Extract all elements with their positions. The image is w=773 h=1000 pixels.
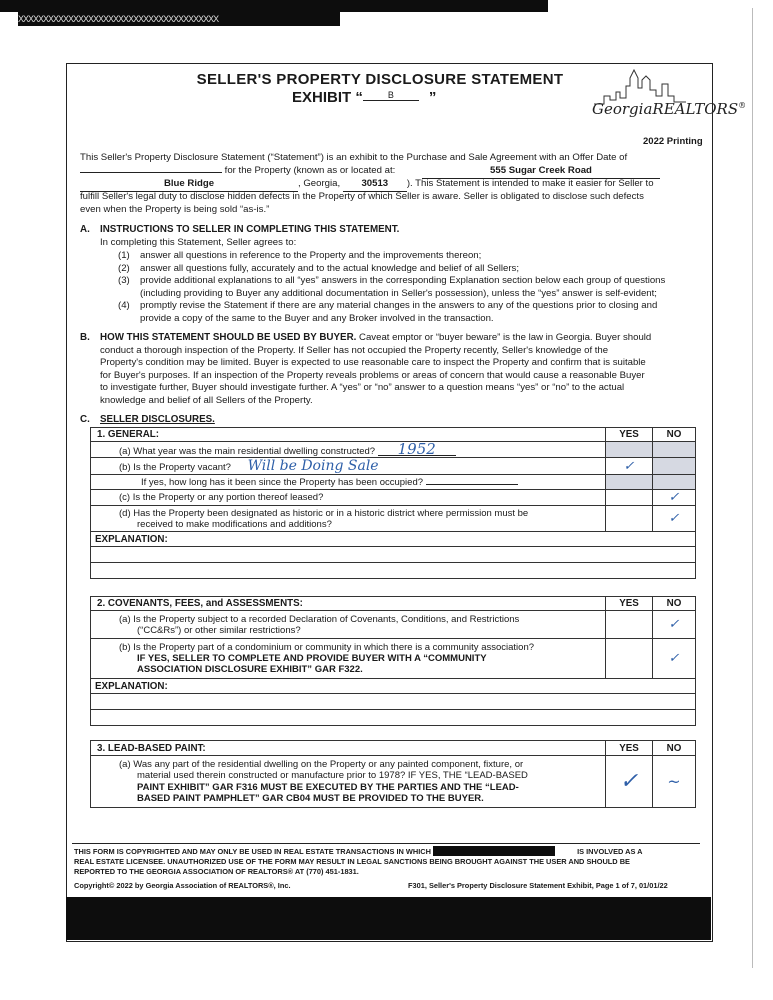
section-c-letter: C. — [80, 414, 90, 425]
general-explanation-line[interactable] — [91, 563, 696, 579]
georgia-realtors-logo — [590, 66, 747, 136]
exhibit-suffix: ” — [428, 89, 437, 106]
year-built-answer[interactable]: 1952 — [378, 443, 456, 456]
question-historic: (d) Has the Property been designated as historic or in a historic district where permission must be received to make modifications and additions? — [91, 506, 606, 532]
intro-line-3-rest: ). This Statement is intended to make it easier for Seller to — [406, 178, 654, 189]
covenants-explanation-line[interactable] — [91, 694, 696, 710]
section-b-body: HOW THIS STATEMENT SHOULD BE USED BY BUYER. Caveat emptor or “buyer beware” is the law in Georgia. Buyer should conduct a thorough inspection of the Property. If Seller has not occupied the Property recently, Seller's knowledge of the Property's condition may be limited. Buyer is expected to use reasonable care to inspect the Property and confirm that is suitable for Buyer's purposes. If an inspection of the Property reveals problems or areas of concern that would cause a reasonable Buyer to investigate further, Buyer should investigate further. A “yes” or “no” answer to a question means “yes” or “no” to the actual knowledge and belief of all Sellers of the Property. — [100, 332, 652, 406]
question-year-built: (a) What year was the main residential dwelling constructed? 1952 — [91, 442, 606, 458]
lead-no-header: NO — [653, 741, 696, 756]
section-a-title: INSTRUCTIONS TO SELLER IN COMPLETING THIS STATEMENT. — [100, 224, 400, 235]
question-lead-paint: (a) Was any part of the residential dwelling on the Property or any painted component, fixture, or material used therein constructed or manufacture prior to 1978? IF YES, THE “LEAD-BASED PAINT EXHIBIT” GAR F316 MUST BE EXECUTED BY THE PARTIES AND THE “LEAD- BASED PAINT PAMPHLET” GAR CB04 MUST BE PROVIDED TO THE BUYER. — [91, 756, 606, 808]
footer-copyright: Copyright© 2022 by Georgia Association of REALTORS®, Inc. — [74, 881, 291, 890]
general-no-header: NO — [653, 428, 696, 442]
general-explanation-line[interactable] — [91, 547, 696, 563]
exhibit-letter: B — [363, 90, 419, 101]
leased-yes-checkbox[interactable] — [606, 490, 653, 506]
bottom-redaction-block — [66, 897, 711, 940]
year-no-cell — [653, 442, 696, 458]
intro-line-2-text: for the Property (known as or located at: — [224, 165, 396, 176]
covenants-yes-header: YES — [606, 597, 653, 611]
list-item: (2) answer all questions fully, accurately and to the actual knowledge and belief of all Sellers; — [118, 262, 519, 274]
historic-no-checkbox[interactable]: ✓ — [653, 506, 696, 532]
intro-line-2 — [80, 165, 700, 179]
question-community-association: (b) Is the Property part of a condominium or community in which there is a community association? IF YES, SELLER TO COMPLETE AND PROVIDE BUYER WITH A “COMMUNITY ASSOCIATION DISCLOSURE EXHIBIT” GAR F322. — [91, 639, 606, 679]
footer-line-3: REPORTED TO THE GEORGIA ASSOCIATION OF REALTORS® AT (770) 451-1831. — [74, 867, 359, 876]
offer-date-field[interactable] — [80, 172, 222, 173]
covenants-explanation-label: EXPLANATION: — [91, 679, 696, 694]
ccrs-no-checkbox[interactable]: ✓ — [653, 611, 696, 639]
vacant-note: Will be Doing Sale — [247, 458, 379, 474]
property-address-field[interactable]: 555 Sugar Creek Road — [422, 165, 660, 179]
section-a-lead: In completing this Statement, Seller agrees to: — [100, 237, 297, 248]
general-table — [90, 427, 696, 579]
intro-line-4: fulfill Seller's legal duty to disclose hidden defects in the Property of which Seller is aware. Seller is obligated to disclose such defects — [80, 191, 644, 202]
historic-yes-checkbox[interactable] — [606, 506, 653, 532]
occupied-yes-cell — [606, 475, 653, 490]
list-item: (1) answer all questions in reference to the Property and the improvements thereon; — [118, 250, 482, 261]
lead-no-checkbox[interactable]: ~ — [653, 756, 696, 808]
exhibit-line — [292, 89, 436, 106]
ccrs-yes-checkbox[interactable] — [606, 611, 653, 639]
footer-divider — [72, 843, 700, 844]
general-heading: 1. GENERAL: — [91, 428, 606, 442]
list-item: (3) provide additional explanations to all “yes” answers in the corresponding Explanation section below each group of questions — [118, 275, 666, 287]
section-b-letter: B. — [80, 332, 90, 343]
community-yes-checkbox[interactable] — [606, 639, 653, 679]
covenants-explanation-line[interactable] — [91, 710, 696, 726]
page-title: SELLER'S PROPERTY DISCLOSURE STATEMENT — [196, 71, 564, 88]
question-leased: (c) Is the Property or any portion thereof leased? — [91, 490, 606, 506]
top-redaction-strip: XXXXXXXXXXXXXXXXXXXXXXXXXXXXXXXXXXXXXXXX — [18, 12, 340, 26]
city-field[interactable]: Blue Ridge — [80, 178, 298, 192]
lead-paint-table — [90, 740, 696, 808]
leased-no-checkbox[interactable]: ✓ — [653, 490, 696, 506]
exhibit-prefix: EXHIBIT “ — [292, 89, 363, 106]
printing-label: 2022 Printing — [643, 136, 703, 147]
general-yes-header: YES — [606, 428, 653, 442]
vacant-no-cell — [653, 458, 696, 475]
community-no-checkbox[interactable]: ✓ — [653, 639, 696, 679]
lead-heading: 3. LEAD-BASED PAINT: — [91, 741, 606, 756]
lead-yes-header: YES — [606, 741, 653, 756]
section-a-items — [118, 250, 708, 326]
intro-line-5: even when the Property is being sold “as-is.” — [80, 204, 270, 215]
occupied-no-cell — [653, 475, 696, 490]
covenants-table — [90, 596, 696, 726]
covenants-no-header: NO — [653, 597, 696, 611]
footer-line-1: THIS FORM IS COPYRIGHTED AND MAY ONLY BE USED IN REAL ESTATE TRANSACTIONS IN WHICH IS INVOLVED AS A — [74, 847, 643, 856]
zip-field[interactable]: 30513 — [343, 178, 407, 192]
footer-line-2: REAL ESTATE LICENSEE. UNAUTHORIZED USE OF THE FORM MAY RESULT IN LEGAL SANCTIONS BEING BROUGHT AGAINST THE USER AND SHOULD BE — [74, 857, 630, 866]
intro-line-1: This Seller's Property Disclosure Statement (“Statement”) is an exhibit to the Purchase and Sale Agreement with an Offer Date of — [80, 152, 628, 163]
list-item: (including providing to Buyer any additional documentation in Seller's possession), unless the “yes” answer is self-evident; — [140, 287, 657, 299]
section-b-title: HOW THIS STATEMENT SHOULD BE USED BY BUYER. — [100, 332, 357, 343]
section-c-title: SELLER DISCLOSURES. — [100, 414, 215, 425]
lead-yes-checkbox[interactable]: ✓ — [606, 756, 653, 808]
question-vacant: (b) Is the Property vacant? Will be Doing Sale — [91, 458, 606, 475]
intro-line-3 — [80, 178, 700, 192]
general-explanation-label: EXPLANATION: — [91, 532, 696, 547]
question-ccrs: (a) Is the Property subject to a recorded Declaration of Covenants, Conditions, and Restrictions (“CC&Rs”) or other similar restrictions? — [91, 611, 606, 639]
list-item: (4) promptly revise the Statement if there are any material changes in the answers to any of the questions prior to closing and — [118, 300, 658, 312]
occupied-since-field[interactable] — [426, 484, 518, 485]
vacant-yes-checkbox[interactable]: ✓ — [606, 458, 653, 475]
question-occupied-since: If yes, how long has it been since the Property has been occupied? — [91, 475, 606, 490]
year-yes-cell — [606, 442, 653, 458]
footer-form-id: F301, Seller's Property Disclosure Statement Exhibit, Page 1 of 7, 01/01/22 — [408, 881, 668, 890]
logo-text: GeorgiaREALTORS — [592, 100, 739, 118]
state-text: , Georgia, — [298, 178, 341, 189]
logo-registered-mark: ® — [738, 101, 747, 110]
list-item: provide a copy of the same to the Buyer and any Broker involved in the transaction. — [140, 312, 494, 324]
top-redaction-bar — [0, 0, 548, 12]
scan-edge-line — [752, 8, 753, 968]
section-a-letter: A. — [80, 224, 90, 235]
covenants-heading: 2. COVENANTS, FEES, and ASSESSMENTS: — [91, 597, 606, 611]
footer-redaction — [433, 846, 555, 856]
